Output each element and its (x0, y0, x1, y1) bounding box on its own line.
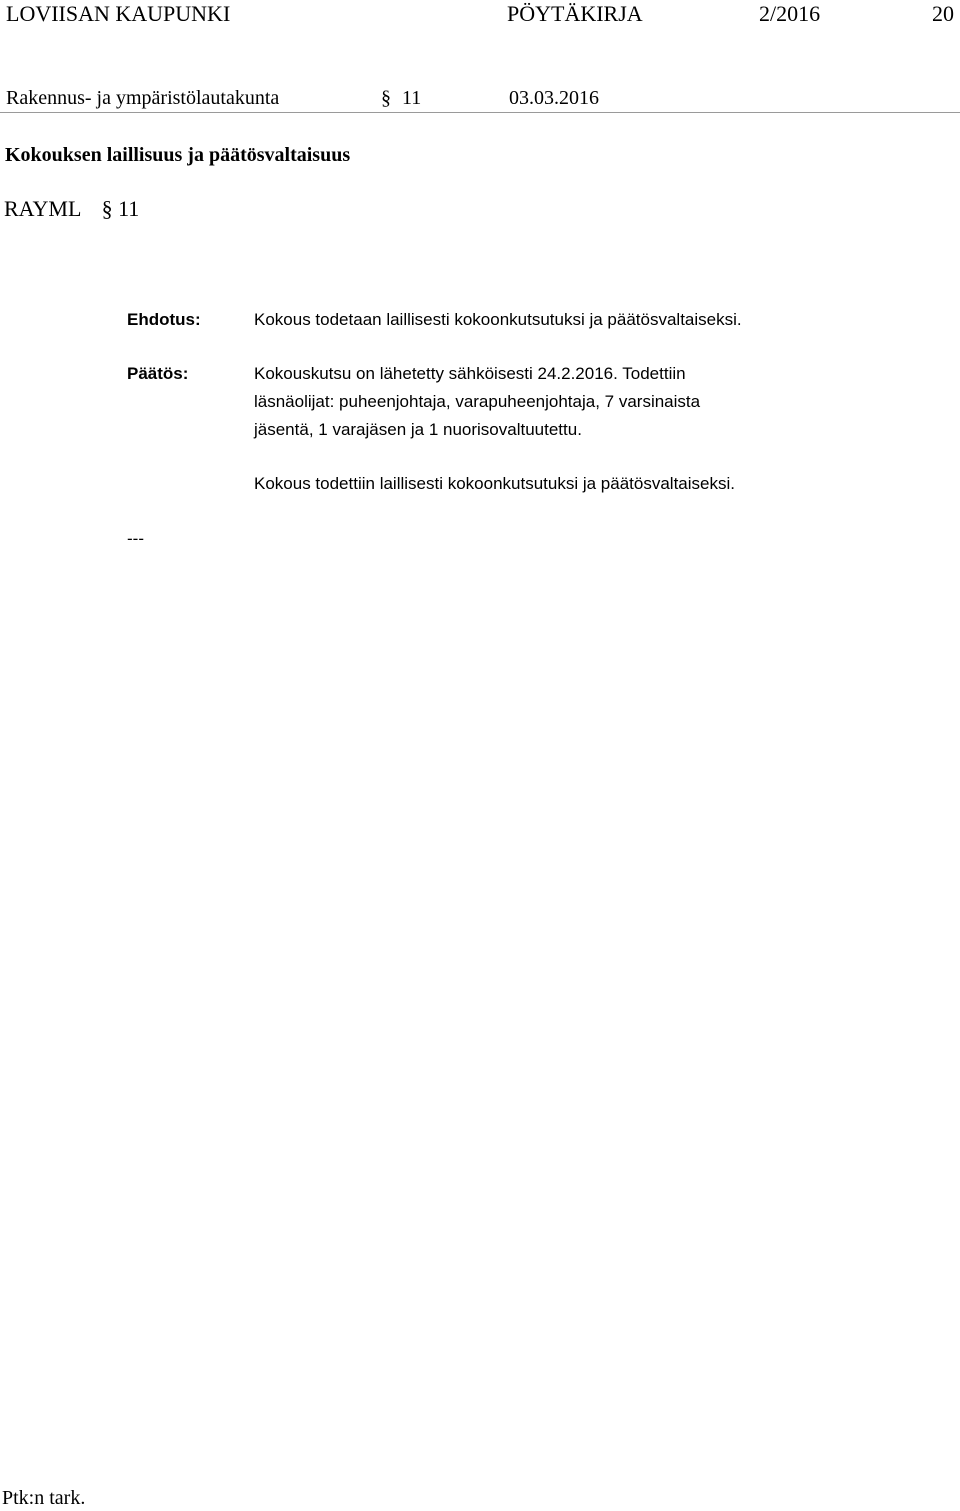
section-symbol: § (381, 87, 391, 109)
reference-number: 11 (118, 196, 140, 221)
decision-conclusion: Kokous todettiin laillisesti kokoonkutsutuksi ja päätösvaltaiseksi. (254, 474, 735, 493)
meeting-date: 03.03.2016 (509, 87, 599, 109)
header-divider (0, 112, 960, 113)
decision-line-1: Kokouskutsu on lähetetty sähköisesti 24.2.2016. Todettiin (254, 364, 686, 383)
page-number: 20 (932, 1, 954, 26)
section-separator: --- (127, 529, 144, 548)
organization-name: LOVIISAN KAUPUNKI (6, 1, 231, 26)
committee-name: Rakennus- ja ympäristölautakunta (6, 87, 280, 109)
reference-prefix: RAYML (4, 196, 81, 221)
decision-line-2: läsnäolijat: puheenjohtaja, varapuheenjohtaja, 7 varsinaista (254, 392, 701, 411)
section-reference (4, 196, 139, 222)
proposal-label: Ehdotus: (127, 310, 201, 329)
section-number: 11 (402, 87, 422, 109)
decision-label: Päätös: (127, 364, 189, 383)
footer-checker-label: Ptk:n tark. (2, 1487, 86, 1509)
document-number: 2/2016 (759, 1, 821, 26)
decision-line-3: jäsentä, 1 varajäsen ja 1 nuorisovaltuutettu. (254, 420, 582, 439)
document-type: PÖYTÄKIRJA (507, 1, 643, 26)
proposal-text: Kokous todetaan laillisesti kokoonkutsutuksi ja päätösvaltaiseksi. (254, 310, 742, 329)
reference-symbol: § (101, 196, 113, 221)
section-title: Kokouksen laillisuus ja päätösvaltaisuus (5, 144, 351, 166)
